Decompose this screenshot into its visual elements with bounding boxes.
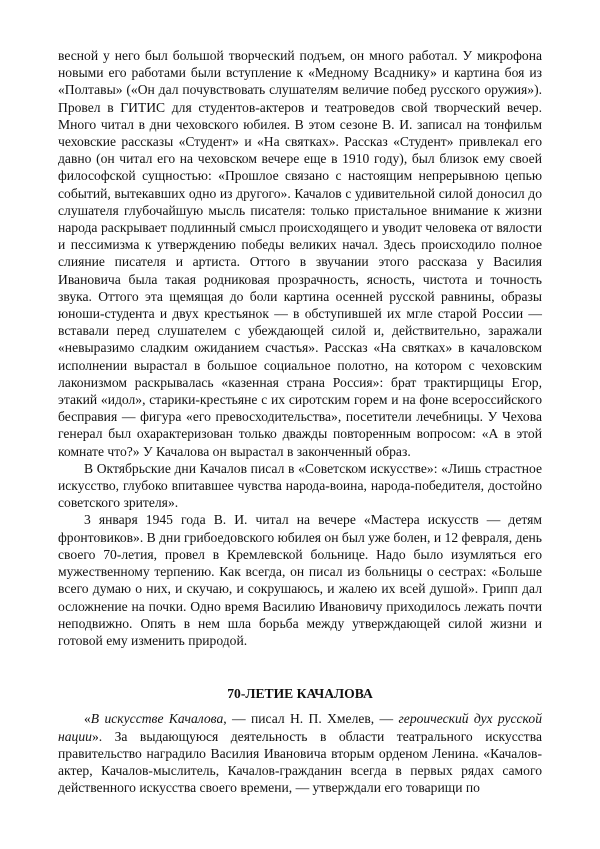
paragraph-2: В Октябрьские дни Качалов писал в «Советском искусстве»: «Лишь страстное искусство, глубоко впитавшее чувства народа-воина, народа-победителя, достойно советского зрителя».: [58, 460, 542, 511]
quote-open-mark: «: [84, 711, 91, 727]
section-heading: 70-ЛЕТИЕ КАЧАЛОВА: [227, 686, 373, 702]
document-page: [58, 47, 542, 796]
quote-part-1: В искусстве Качалова: [90, 711, 224, 727]
quote-author: , — писал Н. П. Хмелев, —: [223, 711, 399, 727]
paragraph-1: весной у него был большой творческий подъем, он много работал. У микрофона новыми его работами были вступление к «Медному Всаднику» и картина боя из «Полтавы» («Он дал почувствовать слушателям величие побед русского оружия»). Провел в ГИТИС для студентов-актеров и театроведов свой творческий вечер. Много читал в дни чеховского юбилея. В этом сезоне В. И. записал на тонфильм чеховские рассказы «Студент» и «На святках». Рассказ «Студент» привлекал его давно (он читал его на чеховском вечере еще в 1910 году), был близок ему своей философской сущностью: «Прошлое связано с настоящим непрерывною цепью событий, вытекавших одно из другого». Качалов с удивительной силой доносил до слушателя глубочайшую мысль писателя: только пристальное внимание к жизни народа раскрывает подлинный смысл происходящего и уводит человека от вялости и пессимизма к утверждению победы великих начал. Здесь происходило полное слияние писателя и артиста. Оттого в звучании этого рассказа у Василия Ивановича была такая родниковая прозрачность, ясность, чистота и точность звука. Оттого эта щемящая до боли картина осенней русской равнины, образы юноши-студента и двух крестьянок — в обступившей их мгле старой России — вставали перед слушателем с убеждающей силой и, действительно, заражали «невыразимо сладким ожиданием счастья». Рассказ «На святках» в качаловском исполнении вырастал в большое социальное полотно, на котором с чеховским лаконизмом раскрывалась «казенная страна Россия»: брат трактирщицы Егор, этакий «идол», старики-крестьяне с их сиротским горем и на фоне всероссийского бесправия — фигура «его превосходительства», посетители лечебницы. У Чехова генерал был охарактеризован только дважды повторенным вопросом: «А в этой комнате что?» У Качалова он вырастал в законченный образ.: [58, 48, 542, 459]
quote-part-2: героический дух русской нации: [58, 711, 542, 744]
section-paragraph: [58, 710, 542, 796]
section-spacer: [58, 649, 542, 685]
section-body-text: ». За выдающуюся деятельность в области театрального искусства правительство наградило Василия Ивановича вторым орденом Ленина. «Качалов-актер, Качалов-мыслитель, Качалов-гражданин всегда в первых рядах самого действенного искусства своего времени, — утверждали его товарищи по: [58, 728, 542, 796]
paragraph-3: 3 января 1945 года В. И. читал на вечере «Мастера искусств — детям фронтовиков». В дни грибоедовского юбилея он был уже болен, и 12 февраля, день своего 70-летия, провел в Кремлевской больнице. Надо было изумляться его мужественному терпению. Как всегда, он писал из больницы о сестрах: «Больше всего думаю о них, и скучаю, и сокрушаюсь, и жалею их всей душой». Грипп дал осложнение на почки. Одно время Василию Ивановичу приходилось лежать почти неподвижно. Опять в нем шла борьба между утверждающей силой жизни и готовой ему изменить природой.: [58, 512, 542, 648]
